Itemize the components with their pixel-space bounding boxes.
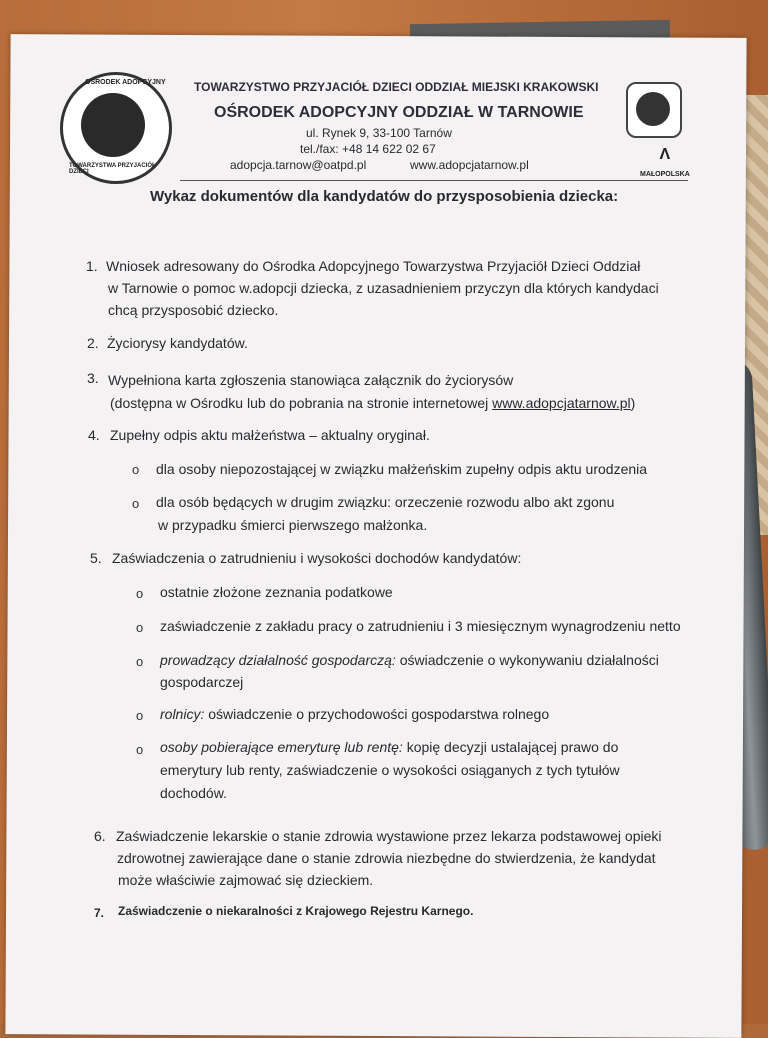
document-title: Wykaz dokumentów dla kandydatów do przysposobienia dziecka: xyxy=(150,188,619,205)
address: ul. Rynek 9, 33-100 Tarnów xyxy=(306,126,452,140)
item-text: może właściwie zajmować się dzieckiem. xyxy=(118,872,374,888)
organization-emblem xyxy=(626,82,682,138)
bullet-icon: o xyxy=(136,742,144,757)
bullet-icon: o xyxy=(136,708,144,723)
item-number: 5. xyxy=(90,550,102,566)
logo-text-top: OŚRODEK ADOPCYJNY xyxy=(85,79,166,86)
item-number: 1. xyxy=(86,258,98,274)
website: www.adopcjatarnow.pl xyxy=(410,158,529,172)
subitem-text: emerytury lub renty, zaświadczenie o wysokości osiąganych z tych tytułów xyxy=(160,762,620,778)
malopolska-mark-icon: Λ xyxy=(659,146,671,163)
item-text: chcą przysposobić dziecko. xyxy=(108,302,279,318)
malopolska-label: MAŁOPOLSKA xyxy=(640,171,690,178)
item-number: 7. xyxy=(94,906,105,920)
item-number: 6. xyxy=(94,828,106,844)
adoption-center-logo xyxy=(60,72,172,184)
item-text: Zaświadczenie o niekaralności z Krajowego Rejestru Karnego. xyxy=(118,904,474,918)
website-link: www.adopcjatarnow.pl xyxy=(492,395,631,411)
logo-emblem-icon xyxy=(81,93,145,157)
bullet-icon: o xyxy=(132,462,140,477)
subitem-text: w przypadku śmierci pierwszego małżonka. xyxy=(158,517,428,533)
subitem-text: dla osoby niepozostającej w związku małżeńskim zupełny odpis aktu urodzenia xyxy=(156,461,648,477)
org-name: TOWARZYSTWO PRZYJACIÓŁ DZIECI ODDZIAŁ MIEJSKI KRAKOWSKI xyxy=(194,80,599,94)
item-text: w Tarnowie o pomoc w.adopcji dziecka, z uzasadnieniem przyczyn dla których kandydaci xyxy=(108,280,659,296)
subitem-text: ostatnie złożone zeznania podatkowe xyxy=(160,584,393,600)
item-text: Wypełniona karta zgłoszenia stanowiąca załącznik do życiorysów xyxy=(108,372,514,388)
subitem-text: prowadzący działalność gospodarczą: oświadczenie o wykonywaniu działalności xyxy=(160,652,659,668)
phone: tel./fax: +48 14 622 02 67 xyxy=(300,142,436,156)
bullet-icon: o xyxy=(136,586,144,601)
item-number: 4. xyxy=(88,427,100,443)
bullet-icon: o xyxy=(132,496,140,511)
subitem-text: dla osób będących w drugim związku: orzeczenie rozwodu albo akt zgonu xyxy=(156,494,615,510)
item-text: Zupełny odpis aktu małżeństwa – aktualny oryginał. xyxy=(110,427,430,443)
item-number: 3. xyxy=(87,370,99,386)
subitem-text: rolnicy: oświadczenie o przychodowości gospodarstwa rolnego xyxy=(160,706,550,722)
document-sheet xyxy=(5,34,746,1038)
item-number: 2. xyxy=(87,335,99,351)
item-text: Zaświadczenia o zatrudnieniu i wysokości dochodów kandydatów: xyxy=(112,550,522,566)
item-text: zdrowotnej zawierające dane o stanie zdrowia niezbędne do stwierdzenia, że kandydat xyxy=(117,850,656,866)
bullet-icon: o xyxy=(136,620,144,635)
malopolska-logo xyxy=(640,146,690,179)
bullet-icon: o xyxy=(136,654,144,669)
item-text: Życiorysy kandydatów. xyxy=(107,335,248,351)
center-name: OŚRODEK ADOPCYJNY ODDZIAŁ W TARNOWIE xyxy=(214,104,584,121)
subitem-text: gospodarczej xyxy=(160,674,244,690)
subitem-text: dochodów. xyxy=(160,785,227,801)
item-text: Wniosek adresowany do Ośrodka Adopcyjnego Towarzystwa Przyjaciół Dzieci Oddział xyxy=(106,258,641,274)
hand-emblem-icon xyxy=(636,92,670,126)
logo-text-bottom: TOWARZYSTWA PRZYJACIÓŁ DZIECI xyxy=(69,163,156,175)
item-text: Zaświadczenie lekarskie o stanie zdrowia wystawione przez lekarza podstawowej opieki xyxy=(116,828,662,844)
subitem-text: zaświadczenie z zakładu pracy o zatrudnieniu i 3 miesięcznym wynagrodzeniu netto xyxy=(160,618,681,634)
item-text: (dostępna w Ośrodku lub do pobrania na stronie internetowej www.adopcjatarnow.pl) xyxy=(110,395,636,411)
email: adopcja.tarnow@oatpd.pl xyxy=(230,158,367,172)
subitem-text: osoby pobierające emeryturę lub rentę: kopię decyzji ustalającej prawo do xyxy=(160,739,619,755)
header-divider xyxy=(180,180,688,181)
